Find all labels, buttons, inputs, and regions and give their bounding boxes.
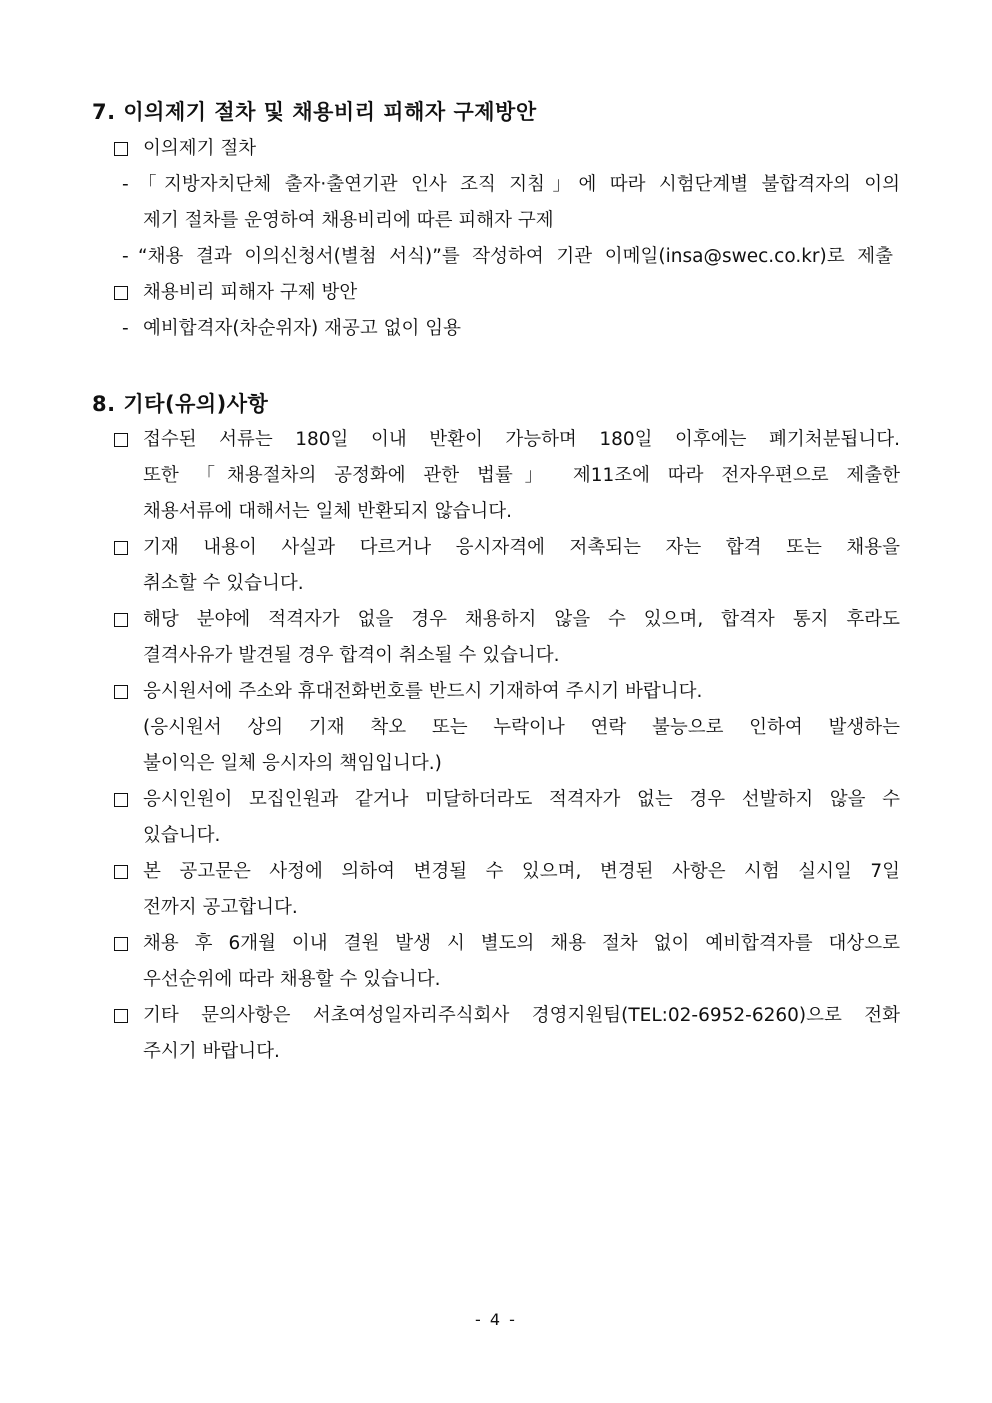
checkbox-square-icon — [114, 613, 128, 627]
section-8-item-8-line-2: 주시기 바랍니다. — [143, 1041, 280, 1062]
dash-bullet: - — [122, 174, 129, 195]
section-8-item-5-line-1: 응시인원이 모집인원과 같거나 미달하더라도 적격자가 없는 경우 선발하지 않을 수 — [143, 789, 900, 810]
section-8-heading: 8. 기타(유의)사항 — [92, 392, 269, 416]
dash-bullet: - — [122, 246, 129, 267]
checkbox-square-icon — [114, 865, 128, 879]
section-8-item-3-line-1: 해당 분야에 적격자가 없을 경우 채용하지 않을 수 있으며, 합격자 통지 후라도 — [143, 609, 900, 630]
section-8-item-1-line-3: 채용서류에 대해서는 일체 반환되지 않습니다. — [143, 501, 512, 522]
section-8-item-4-line-3: 불이익은 일체 응시자의 책임입니다.) — [143, 753, 442, 774]
section-8-item-7-line-1: 채용 후 6개월 이내 결원 발생 시 별도의 채용 절차 없이 예비합격자를 대상으로 — [143, 933, 900, 954]
section-7-item-1-sub-1-line-1: 「지방자치단체 출자·출연기관 인사 조직 지침」에 따라 시험단계별 불합격자의 이의 — [138, 174, 900, 195]
section-7-item-2-sub-1: 예비합격자(차순위자) 재공고 없이 임용 — [143, 318, 462, 339]
checkbox-square-icon — [114, 286, 128, 300]
checkbox-square-icon — [114, 541, 128, 555]
checkbox-square-icon — [114, 937, 128, 951]
section-7-item-1-title: 이의제기 절차 — [143, 138, 257, 159]
dash-bullet: - — [122, 318, 129, 339]
page-number: - 4 - — [475, 1310, 517, 1329]
checkbox-square-icon — [114, 1009, 128, 1023]
checkbox-square-icon — [114, 793, 128, 807]
section-8-item-4-line-1: 응시원서에 주소와 휴대전화번호를 반드시 기재하여 주시기 바랍니다. — [143, 681, 703, 702]
checkbox-square-icon — [114, 433, 128, 447]
section-8-item-6-line-1: 본 공고문은 사정에 의하여 변경될 수 있으며, 변경된 사항은 시험 실시일 7일 — [143, 861, 900, 882]
section-8-item-7-line-2: 우선순위에 따라 채용할 수 있습니다. — [143, 969, 441, 990]
section-8-item-6-line-2: 전까지 공고합니다. — [143, 897, 298, 918]
section-7-item-2-title: 채용비리 피해자 구제 방안 — [143, 282, 358, 303]
section-8-item-2-line-1: 기재 내용이 사실과 다르거나 응시자격에 저촉되는 자는 합격 또는 채용을 — [143, 537, 900, 558]
section-7-heading: 7. 이의제기 절차 및 채용비리 피해자 구제방안 — [92, 100, 537, 124]
section-8-item-5-line-2: 있습니다. — [143, 825, 221, 846]
section-8-item-2-line-2: 취소할 수 있습니다. — [143, 573, 304, 594]
checkbox-square-icon — [114, 685, 128, 699]
checkbox-square-icon — [114, 142, 128, 156]
section-8-item-3-line-2: 결격사유가 발견될 경우 합격이 취소될 수 있습니다. — [143, 645, 560, 666]
section-7-item-1-sub-2: “채용 결과 이의신청서(별첨 서식)”를 작성하여 기관 이메일(insa@swec.co.kr)로 제출 — [138, 246, 893, 267]
section-8-item-1-line-2: 또한 「채용절차의 공정화에 관한 법률」 제11조에 따라 전자우편으로 제출한 — [143, 465, 900, 486]
section-8-item-1-line-1: 접수된 서류는 180일 이내 반환이 가능하며 180일 이후에는 폐기처분됩니다. — [143, 429, 900, 450]
section-8-item-8-line-1: 기타 문의사항은 서초여성일자리주식회사 경영지원팀(TEL:02-6952-6260)으로 전화 — [143, 1005, 900, 1026]
section-8-item-4-line-2: (응시원서 상의 기재 착오 또는 누락이나 연락 불능으로 인하여 발생하는 — [143, 717, 900, 738]
section-7-item-1-sub-1-line-2: 제기 절차를 운영하여 채용비리에 따른 피해자 구제 — [143, 210, 554, 231]
